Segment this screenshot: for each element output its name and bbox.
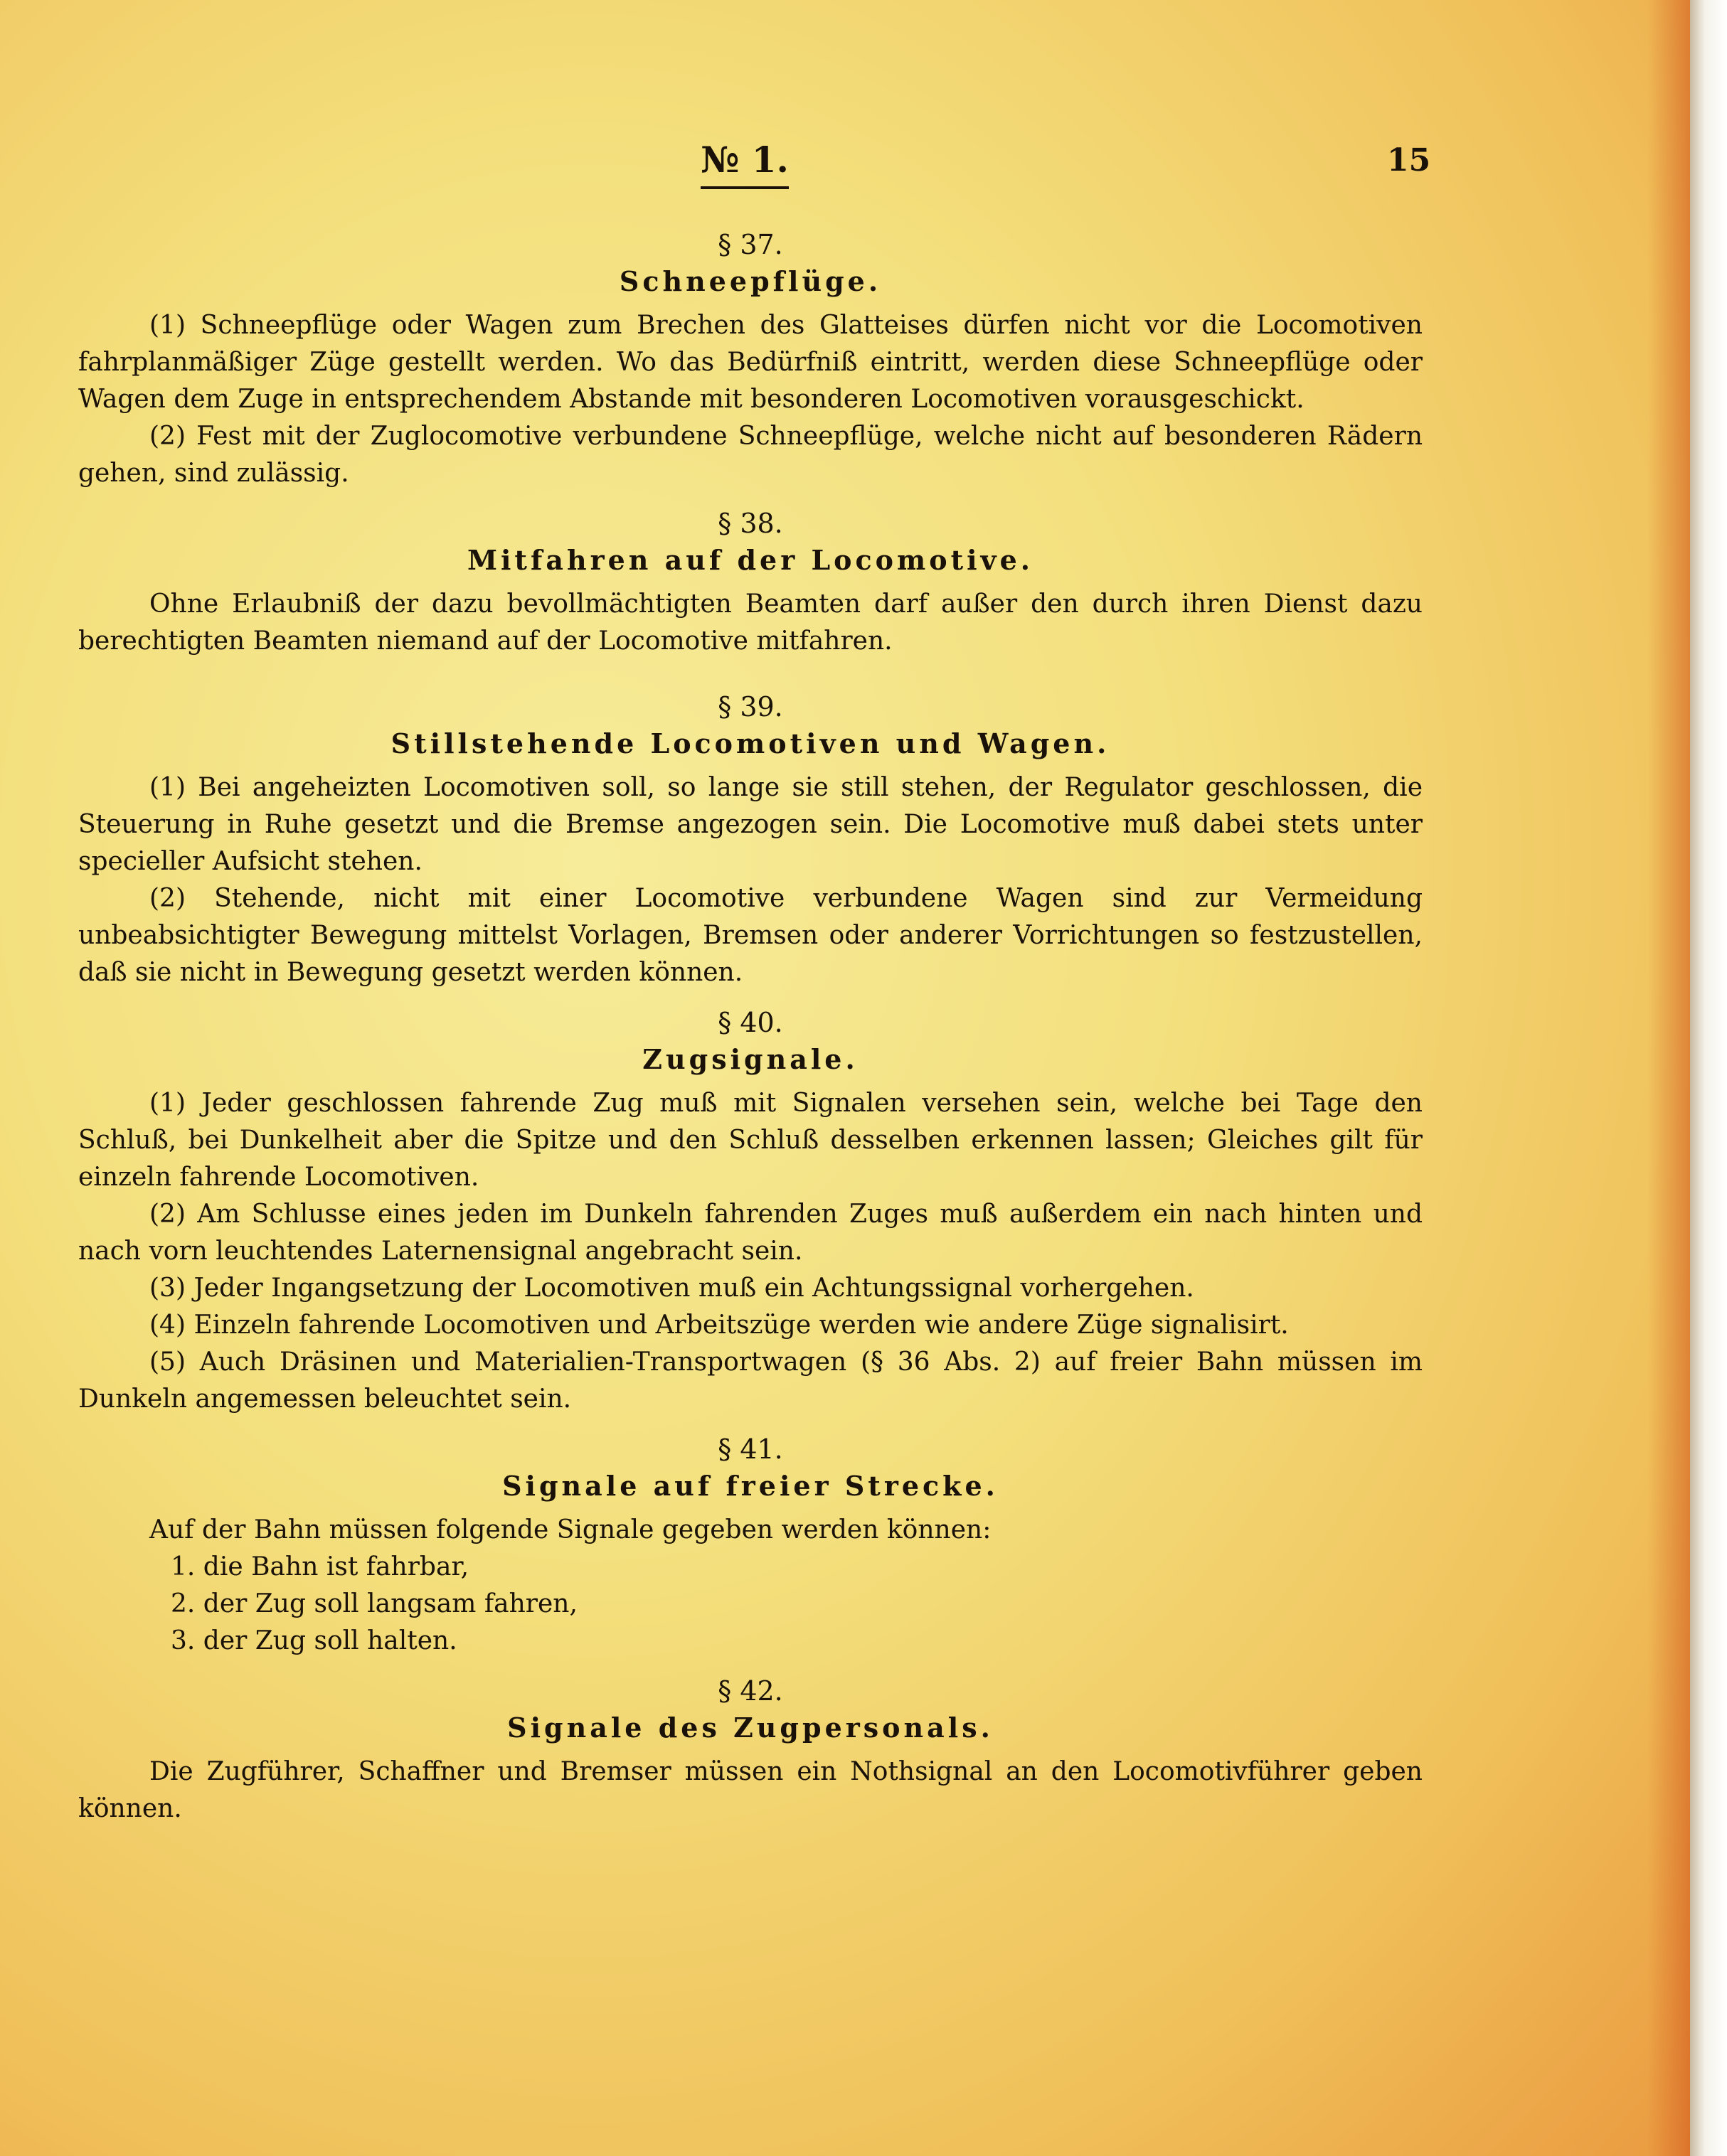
- list-item: 3. der Zug soll halten.: [171, 1626, 457, 1655]
- paragraph: (2) Am Schlusse eines jeden im Dunkeln fahrenden Zuges muß außerdem ein nach hinten und nach vorn leuchtendes Laternensignal angebracht sein.: [78, 1200, 1423, 1266]
- section-38: [78, 505, 1423, 660]
- paragraph: Die Zugführer, Schaffner und Bremser müssen ein Nothsignal an den Locomotivführer geben können.: [78, 1757, 1423, 1823]
- section-title: Signale auf freier Strecke.: [502, 1470, 999, 1502]
- section-40: [78, 1004, 1423, 1418]
- paragraph: (1) Bei angeheizten Locomotiven soll, so lange sie still stehen, der Regulator geschlossen, die Steuerung in Ruhe gesetzt und die Bremse angezogen sein. Die Locomotive muß dabei stets unter specieller Aufsicht stehen.: [78, 773, 1423, 876]
- paragraph: (2) Stehende, nicht mit einer Locomotive verbundene Wagen sind zur Vermeidung unbeabsichtigter Bewegung mittelst Vorlagen, Bremsen oder anderer Vorrichtungen so festzustellen, daß sie nicht in Bewegung gesetzt werden können.: [78, 884, 1423, 987]
- section-number: § 39.: [718, 691, 783, 722]
- section-title: Signale des Zugpersonals.: [507, 1712, 994, 1744]
- list-intro: Auf der Bahn müssen folgende Signale gegeben werden können:: [149, 1515, 992, 1544]
- document-body: [78, 213, 1423, 1827]
- page-edge: [1690, 0, 1727, 2156]
- page-header: [0, 139, 1690, 188]
- section-title: Schneepflüge.: [619, 265, 882, 297]
- issue-number: № 1.: [701, 139, 789, 189]
- paragraph: (1) Schneepflüge oder Wagen zum Brechen des Glatteises dürfen nicht vor die Locomotiven fahrplanmäßiger Züge gestellt werden. Wo das Bedürfniß eintritt, werden diese Schneepflüge oder Wagen dem Zuge in entsprechendem Abstande mit besonderen Locomotiven vorausgeschickt.: [78, 311, 1423, 414]
- section-number: § 42.: [718, 1675, 783, 1707]
- paragraph: (3) Jeder Ingangsetzung der Locomotiven muß ein Achtungssignal vorhergehen.: [149, 1274, 1194, 1303]
- section-title: Zugsignale.: [642, 1043, 859, 1075]
- section-number: § 41.: [718, 1434, 783, 1465]
- section-39: [78, 688, 1423, 991]
- section-37: [78, 226, 1423, 492]
- list-item: 2. der Zug soll langsam fahren,: [171, 1589, 578, 1618]
- section-title: Stillstehende Locomotiven und Wagen.: [390, 727, 1110, 759]
- paragraph: (4) Einzeln fahrende Locomotiven und Arbeitszüge werden wie andere Züge signalisirt.: [149, 1311, 1289, 1340]
- section-number: § 38.: [718, 508, 783, 539]
- paragraph: (5) Auch Dräsinen und Materialien-Transportwagen (§ 36 Abs. 2) auf freier Bahn müssen im Dunkeln angemessen beleuchtet sein.: [78, 1348, 1423, 1414]
- section-title: Mitfahren auf der Locomotive.: [467, 544, 1034, 576]
- paragraph: (2) Fest mit der Zuglocomotive verbundene Schneepflüge, welche nicht auf besonderen Rädern gehen, sind zulässig.: [78, 422, 1423, 488]
- paragraph: Ohne Erlaubniß der dazu bevollmächtigten Beamten darf außer den durch ihren Dienst dazu berechtigten Beamten niemand auf der Locomotive mitfahren.: [78, 589, 1423, 656]
- section-42: [78, 1672, 1423, 1827]
- paragraph: (1) Jeder geschlossen fahrende Zug muß mit Signalen versehen sein, welche bei Tage den Schluß, bei Dunkelheit aber die Spitze und den Schluß desselben erkennen lassen; Gleiches gilt für einzeln fahrende Locomotiven.: [78, 1089, 1423, 1192]
- section-number: § 40.: [718, 1007, 783, 1038]
- section-number: § 37.: [718, 229, 783, 260]
- list-item: 1. die Bahn ist fahrbar,: [171, 1552, 469, 1581]
- section-41: [78, 1431, 1423, 1660]
- page-number: 15: [1387, 142, 1431, 178]
